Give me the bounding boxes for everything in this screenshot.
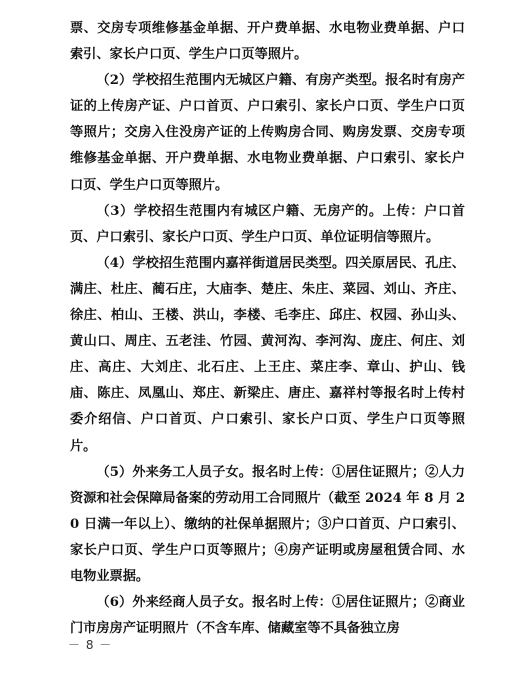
paragraph-item-5: （5）外来务工人员子女。报名时上传：①居住证照片；②人力资源和社会保障局备案的劳动用工合同照片（截至 2024 年 8 月 20 日满一年以上）、缴纳的社保单据照片；③户口首页、户口索引、家长户口页、学生户口页等照片；④房产证明或房屋租赁合同、水电物业票据。 bbox=[70, 464, 465, 584]
paragraph-item-3: （3）学校招生范围内有城区户籍、无房产的。上传：户口首页、户口索引、家长户口页、学生户口页、单位证明信等照片。 bbox=[70, 203, 465, 245]
paragraph-item-2: （2）学校招生范围内无城区户籍、有房产类型。报名时有房产证的上传房产证、户口首页、户口索引、家长户口页、学生户口页等照片；交房入住没房产证的上传购房合同、购房发票、交房专项维修基金单据、开户费单据、水电物业费单据、户口索引、家长户口页、学生户口页等照片。 bbox=[70, 73, 465, 193]
paragraph-item-6: （6）外来经商人员子女。报名时上传：①居住证照片；②商业门市房房产证明照片（不含车库、储藏室等不具备独立房 bbox=[70, 595, 465, 637]
page-number: － 8 － bbox=[68, 638, 113, 652]
paragraph-continuation: 票、交房专项维修基金单据、开户费单据、水电物业费单据、户口索引、家长户口页、学生户口页等照片。 bbox=[70, 21, 465, 63]
document-body bbox=[70, 16, 465, 642]
paragraph-item-4: （4）学校招生范围内嘉祥街道居民类型。四关原居民、孔庄、满庄、杜庄、蔺石庄，大庙李、楚庄、朱庄、菜园、刘山、齐庄、徐庄、柏山、王楼、洪山，李楼、毛李庄、邱庄、权园、孙山头、黄山口、周庄、五老洼、竹园、黄河沟、李河沟、庞庄、何庄、刘庄、高庄、大刘庄、北石庄、上王庄、菜庄李、章山、护山、钱庙、陈庄、凤凰山、郑庄、新梁庄、唐庄、嘉祥村等报名时上传村委介绍信、户口首页、户口索引、家长户口页、学生户口页等照片。 bbox=[70, 255, 465, 454]
